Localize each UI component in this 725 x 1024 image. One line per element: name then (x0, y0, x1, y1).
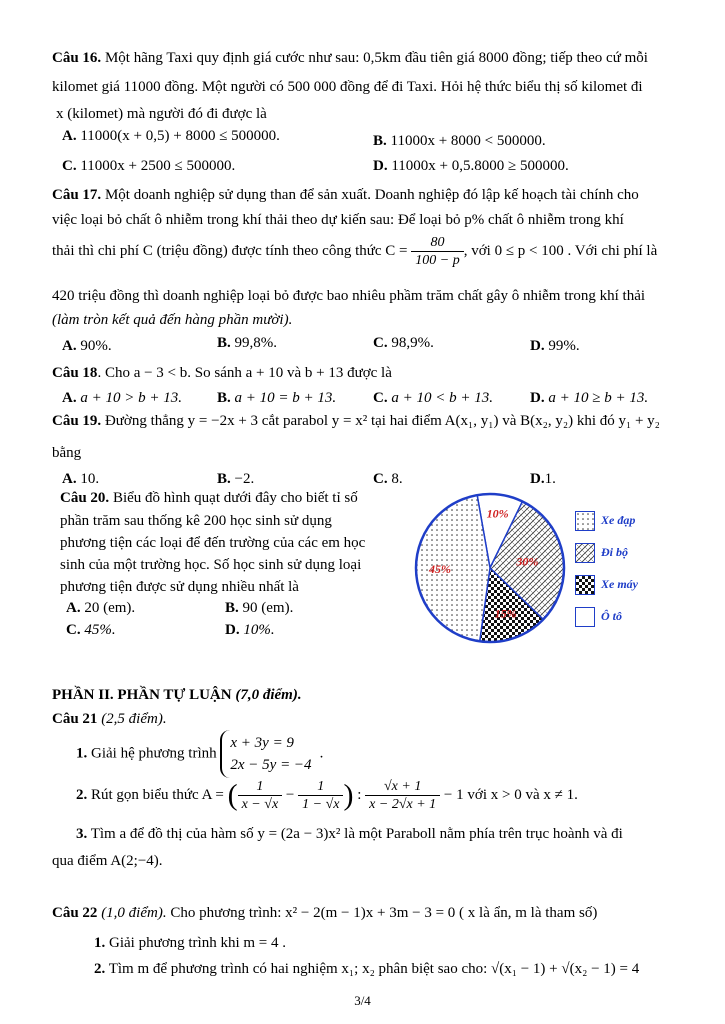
option-letter: A. (62, 128, 77, 144)
q22-item2 (94, 961, 639, 978)
q20-option-b[interactable] (225, 600, 293, 617)
q20-line2: phần trăm sau thống kê 200 học sinh sử dụng (60, 513, 332, 529)
legend-label: Đi bộ (601, 545, 628, 559)
fraction-denominator: 1 − √x (302, 797, 340, 812)
q18-option-c[interactable] (373, 390, 493, 407)
q21-item2: 2. Rút gọn biểu thức A = ( $\frac{1}{x - √x}$ − $\frac{1}{1 - √x}$ ) : $\frac{√x + 1}{x - 2√x + 1}$ − 1 với x > 0 và x ≠ 1. (76, 778, 578, 812)
item-text: Tìm m để phương trình có hai nghiệm x₁; x₂ phân biệt sao cho: √(x₁ − 1) + √(x₂ − 1) = 4 (105, 961, 640, 977)
q22-points: (1,0 điểm). (97, 905, 167, 921)
option-letter: D. (225, 622, 240, 638)
option-text: 98,9%. (391, 335, 434, 351)
colon-sign: : (357, 786, 362, 803)
q17-label: Câu 17. (52, 187, 102, 203)
q20-line1 (60, 490, 358, 507)
q18-line1 (52, 365, 392, 382)
q17-option-c[interactable] (373, 335, 434, 352)
option-text: 99,8%. (234, 335, 278, 351)
q21-heading (52, 711, 167, 728)
option-text: 1. (544, 471, 556, 487)
option-text: 90%. (80, 338, 112, 354)
option-text: 10%. (243, 622, 275, 638)
q20-line5: phương tiện được sử dụng nhiều nhất là (60, 579, 299, 595)
item-number: 2. (76, 786, 88, 803)
q18-option-b[interactable] (217, 390, 336, 407)
option-text: a + 10 < b + 13. (391, 390, 493, 406)
legend-label: Xe đạp (601, 513, 636, 527)
q16-line3: x (kilomet) mà người đó đi được là (56, 106, 267, 122)
option-letter: B. (217, 471, 231, 487)
fraction-denominator: 100 − p (415, 253, 460, 268)
q20-text: Biểu đồ hình quạt dưới đây cho biết tỉ số (109, 490, 358, 506)
item-tail: − 1 với x > 0 và x ≠ 1. (443, 786, 578, 803)
q18-option-a[interactable] (62, 390, 182, 407)
pie-slice-xe-dap (416, 495, 490, 641)
item-text: Giải hệ phương trình (87, 745, 217, 762)
q22-heading (52, 905, 597, 922)
legend-swatch-dots (575, 511, 595, 531)
q22-label: Câu 22 (52, 905, 98, 921)
q19-line1 (52, 413, 660, 430)
item-end: . (319, 745, 324, 762)
fraction-1 (238, 778, 283, 813)
option-letter: A. (62, 338, 77, 354)
legend-label: Xe máy (601, 577, 638, 591)
q17-option-b[interactable] (217, 335, 277, 352)
option-text: a + 10 > b + 13. (80, 390, 182, 406)
pie-label-di-bo: 30% (516, 554, 539, 569)
q19-option-a[interactable] (62, 471, 99, 488)
minus-sign: − (285, 786, 295, 803)
q16-text1: Một hãng Taxi quy định giá cước như sau: 0,5km đầu tiên giá 8000 đồng; tiếp theo cứ mỗi (101, 50, 648, 66)
q21-item3-line2: qua điểm A(2;−4). (52, 853, 163, 869)
fraction-numerator: 1 (238, 778, 283, 796)
q19-line2: bằng (52, 445, 82, 461)
option-letter: D. (530, 390, 545, 406)
option-text: −2. (234, 471, 255, 487)
option-text: 11000x + 2500 ≤ 500000. (80, 158, 236, 174)
item-number: 1. (94, 935, 106, 951)
fraction-denominator: x − 2√x + 1 (369, 797, 437, 812)
q19-option-d[interactable] (530, 471, 556, 488)
option-letter: D. (530, 471, 545, 487)
option-text: 45%. (84, 622, 116, 638)
q17-line3 (52, 234, 657, 269)
pie-chart (410, 488, 570, 648)
q16-option-b[interactable] (373, 133, 546, 150)
q19-option-b[interactable] (217, 471, 254, 488)
option-text: 8. (391, 471, 403, 487)
option-letter: B. (217, 390, 231, 406)
equation-system (220, 730, 319, 778)
item-number: 3. (76, 826, 88, 842)
q18-label: Câu 18 (52, 365, 98, 381)
page-number: 3/4 (354, 993, 371, 1008)
q16-line1 (52, 50, 648, 67)
option-text: 99%. (548, 338, 580, 354)
q20-option-d[interactable] (225, 622, 275, 639)
q17-text1: Một doanh nghiệp sử dụng than để sản xuất. Doanh nghiệp đó lập kế hoạch tài chính cho (101, 187, 639, 203)
option-letter: C. (373, 335, 388, 351)
item-number: 2. (94, 961, 106, 977)
q22-text: Cho phương trình: x² − 2(m − 1)x + 3m − 3 = 0 ( x là ẩn, m là tham số) (166, 905, 598, 921)
q19-text1: Đường thẳng y = −2x + 3 cắt parabol y = x² tại hai điểm A(x₁, y₁) và B(x₂, y₂) khi đó y₁ + y₂ (101, 413, 660, 429)
q20-line3: phương tiện các loại để đến trường của các em học (60, 535, 366, 551)
pie-label-xe-dap: 45% (429, 561, 452, 576)
option-letter: D. (373, 158, 388, 174)
item-text: Giải phương trình khi m = 4 . (105, 935, 287, 951)
q21-item3-line1 (76, 826, 623, 843)
q18-text1: . Cho a − 3 < b. So sánh a + 10 và b + 13 được là (97, 365, 392, 381)
q21-label: Câu 21 (52, 711, 98, 727)
q16-line2: kilomet giá 11000 đồng. Một người có 500 000 đồng để đi Taxi. Hỏi hệ thức biểu thị số kilomet đi (52, 79, 643, 95)
q17-option-a[interactable] (62, 338, 112, 355)
legend-label: Ô tô (601, 609, 622, 623)
fraction-numerator: √x + 1 (365, 778, 440, 796)
part2-heading (52, 687, 302, 704)
pie-label-xe-may: 15% (494, 606, 517, 621)
q16-option-d[interactable] (373, 158, 569, 175)
option-text: 11000x + 8000 < 500000. (390, 133, 546, 149)
item-text: Rút gọn biểu thức A = (87, 786, 224, 803)
option-letter: B. (373, 133, 387, 149)
q20-label: Câu 20. (60, 490, 110, 506)
legend-swatch-diagonal (575, 543, 595, 563)
option-letter: D. (530, 338, 545, 354)
item-text: Tìm a để đồ thị của hàm số y = (2a − 3)x² là một Paraboll nằm phía trên trục hoành và đi (87, 826, 623, 842)
equation-1: x + 3y = 9 (230, 735, 294, 751)
q19-option-c[interactable] (373, 471, 403, 488)
option-letter: C. (373, 390, 388, 406)
fraction-numerator: 1 (298, 778, 343, 796)
option-letter: B. (225, 600, 239, 616)
q19-label: Câu 19. (52, 413, 102, 429)
q21-item1 (76, 730, 323, 778)
pie-label-o-to: 10% (486, 506, 509, 521)
option-text: a + 10 = b + 13. (234, 390, 337, 406)
item-number: 1. (76, 745, 88, 762)
q17-text3b: , với 0 ≤ p < 100 . Với chi phí là (463, 242, 658, 259)
option-text: 11000x + 0,5.8000 ≥ 500000. (391, 158, 569, 174)
q20-line4: sinh của một trường học. Số học sinh sử dụng loại (60, 557, 362, 573)
q17-line5: (làm tròn kết quả đến hàng phần mười). (52, 312, 293, 328)
equation-2: 2x − 5y = −4 (230, 757, 312, 773)
part2-points: (7,0 điểm). (231, 687, 302, 703)
legend-swatch-empty (575, 607, 595, 627)
q17-text3a: thải thì chi phí C (triệu đồng) được tính theo công thức C = (52, 242, 408, 259)
option-text: 11000(x + 0,5) + 8000 ≤ 500000. (80, 128, 280, 144)
option-letter: C. (373, 471, 388, 487)
q20-option-a[interactable] (66, 600, 135, 617)
option-text: 90 (em). (242, 600, 294, 616)
q18-option-d[interactable] (530, 390, 648, 407)
option-letter: C. (62, 158, 77, 174)
option-letter: A. (62, 471, 77, 487)
q16-option-c[interactable] (62, 158, 235, 175)
q17-line4: 420 triệu đồng thì doanh nghiệp loại bỏ được bao nhiêu phầm trăm chất gây ô nhiễm trong khí thải (52, 288, 646, 304)
q17-line2: việc loại bỏ chất ô nhiễm trong khí thải theo dự kiến sau: Để loại bỏ p% chất ô nhiễm trong khí (52, 212, 624, 228)
option-letter: A. (66, 600, 81, 616)
option-text: a + 10 ≥ b + 13. (548, 390, 649, 406)
option-letter: B. (217, 335, 231, 351)
fraction-denominator: x − √x (241, 797, 279, 812)
option-text: 10. (80, 471, 100, 487)
q21-points: (2,5 điểm). (97, 711, 167, 727)
legend-swatch-checker (575, 575, 595, 595)
q17-fraction (411, 234, 463, 269)
q16-label: Câu 16. (52, 50, 102, 66)
fraction-numerator: 80 (411, 234, 463, 252)
option-text: 20 (em). (84, 600, 136, 616)
q17-line1 (52, 187, 639, 204)
q17-option-d[interactable] (530, 338, 580, 355)
option-letter: C. (66, 622, 81, 638)
fraction-3 (365, 778, 440, 813)
q20-option-c[interactable] (66, 622, 116, 639)
q22-item1 (94, 935, 286, 952)
part2-title: PHẦN II. PHẦN TỰ LUẬN (52, 687, 232, 703)
fraction-2 (298, 778, 343, 813)
q16-option-a[interactable] (62, 128, 280, 145)
option-letter: A. (62, 390, 77, 406)
